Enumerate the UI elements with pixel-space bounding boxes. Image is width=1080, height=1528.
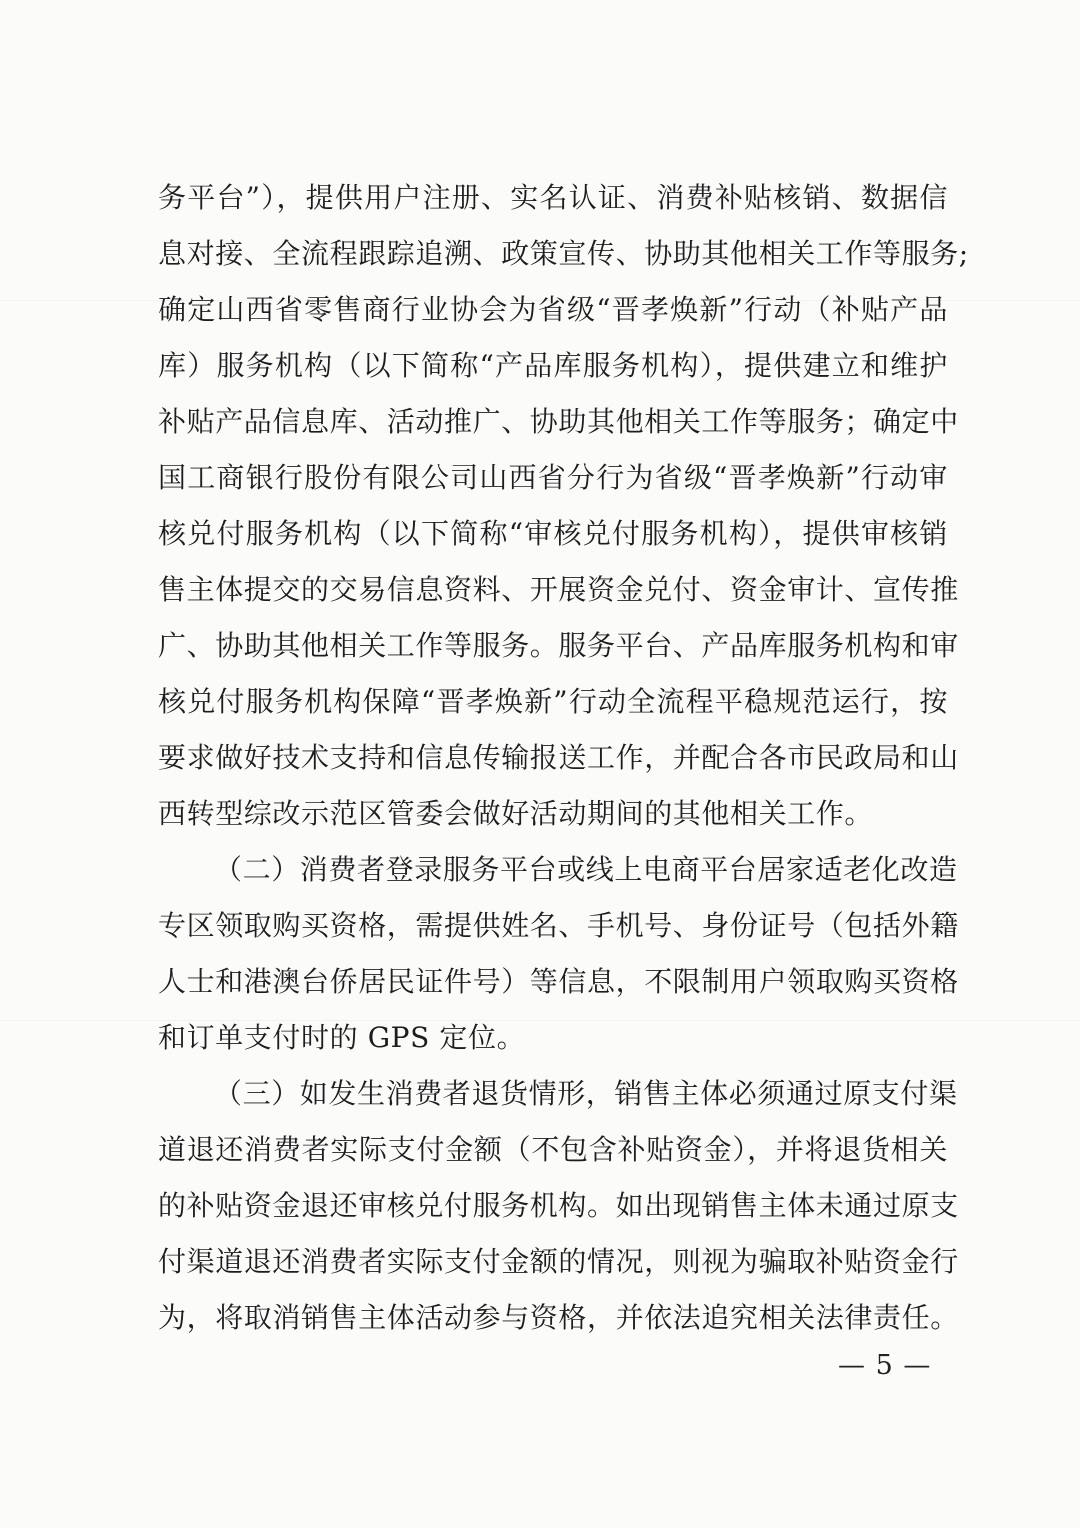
text-line: 库）服务机构（以下简称“产品库服务机构），提供建立和维护 (158, 349, 948, 382)
text-line: （二）消费者登录服务平台或线上电商平台居家适老化改造 (214, 853, 958, 886)
text-line: 核兑付服务机构保障“晋孝焕新”行动全流程平稳规范运行，按 (158, 685, 948, 718)
text-line: 道退还消费者实际支付金额（不包含补贴资金），并将退货相关 (158, 1133, 948, 1166)
text-line: 国工商银行股份有限公司山西省分行为省级“晋孝焕新”行动审 (158, 461, 948, 494)
body-text (158, 170, 969, 1346)
text-line: 核兑付服务机构（以下简称“审核兑付服务机构），提供审核销 (158, 517, 948, 550)
text-line: （三）如发生消费者退货情形，销售主体必须通过原支付渠 (214, 1077, 958, 1110)
page-number: — 5 — (838, 1350, 932, 1381)
text-line: 确定山西省零售商行业协会为省级“晋孝焕新”行动（补贴产品 (158, 293, 948, 326)
text-line: 的补贴资金退还审核兑付服务机构。如出现销售主体未通过原支 (158, 1189, 959, 1222)
text-line: 要求做好技术支持和信息传输报送工作，并配合各市民政局和山 (158, 741, 959, 774)
text-line: 为，将取消销售主体活动参与资格，并依法追究相关法律责任。 (158, 1301, 959, 1334)
text-line: 广、协助其他相关工作等服务。服务平台、产品库服务机构和审 (158, 629, 959, 662)
text-line: 人士和港澳台侨居民证件号）等信息，不限制用户领取购买资格 (158, 965, 959, 998)
text-line: 补贴产品信息库、活动推广、协助其他相关工作等服务；确定中 (158, 405, 959, 438)
text-line: 售主体提交的交易信息资料、开展资金兑付、资金审计、宣传推 (158, 573, 959, 606)
text-line: 专区领取购买资格，需提供姓名、手机号、身份证号（包括外籍 (158, 909, 959, 942)
text-line: 息对接、全流程跟踪追溯、政策宣传、协助其他相关工作等服务; (158, 237, 969, 270)
text-line: 付渠道退还消费者实际支付金额的情况，则视为骗取补贴资金行 (158, 1245, 959, 1278)
text-line: 和订单支付时的 GPS 定位。 (158, 1021, 526, 1054)
text-line: 西转型综改示范区管委会做好活动期间的其他相关工作。 (158, 797, 874, 830)
text-line: 务平台”），提供用户注册、实名认证、消费补贴核销、数据信 (158, 181, 948, 214)
